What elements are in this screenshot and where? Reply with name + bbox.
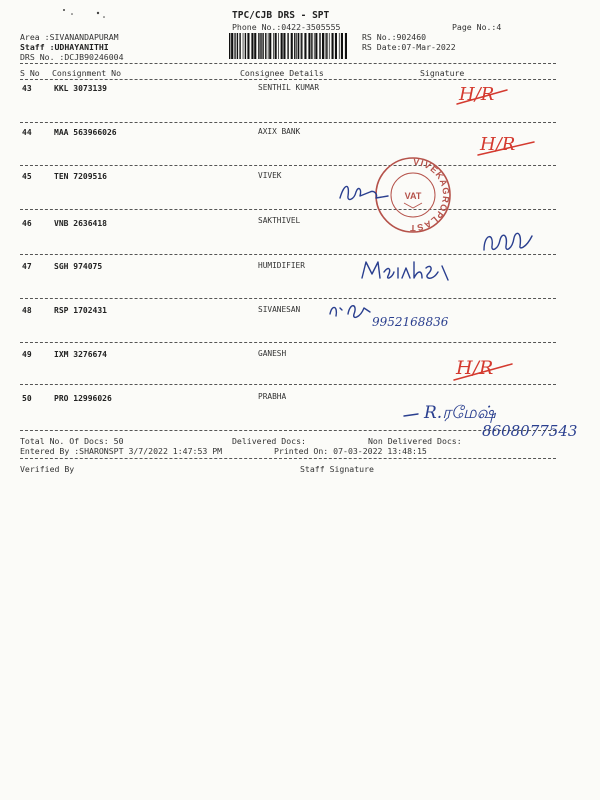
drs-number: DRS No. :DCJB90246004 [20,52,124,62]
verified-by: Verified By [20,464,75,474]
row-consignee: SIVANESAN [258,305,301,314]
row-consignment: IXM 3276674 [54,350,107,359]
svg-text:H/R: H/R [456,357,494,379]
scan-specks [60,4,120,24]
row-consignee: VIVEK [258,171,282,180]
stamp-text: VIVEKAGROPLAST [409,156,452,234]
svg-text:H/R: H/R [459,84,495,105]
row-sno: 43 [22,84,32,93]
row-consignee: GANESH [258,349,287,358]
entered-by: Entered By :SHARONSPT 3/7/2022 1:47:53 PM [20,446,223,456]
handwritten-signature [478,224,538,260]
row-consignment: MAA 563966026 [54,128,117,137]
rs-date: RS Date:07-Mar-2022 [362,42,456,52]
row-consignee: HUMIDIFIER [258,261,305,270]
row-divider [20,165,556,166]
column-signature: Signature [420,68,465,78]
row-consignee: SAKTHIVEL [258,216,301,225]
column-consignment: Consignment No [52,68,122,78]
handwritten-signature [336,176,396,208]
column-consignee: Consignee Details [240,68,324,78]
row-sno: 46 [22,219,32,228]
row-divider [20,122,556,123]
printed-on: Printed On: 07-03-2022 13:48:15 [274,446,427,456]
handwritten-hr-signature [455,80,515,108]
handwritten-hr-signature [452,352,522,384]
column-sno: S No [20,68,40,78]
row-consignee: SENTHIL KUMAR [258,83,320,92]
row-sno: 44 [22,128,32,137]
handwritten-signature [326,294,456,334]
area-field: Area :SIVANANDAPURAM [20,32,119,42]
row-sno: 50 [22,394,32,403]
handwritten-phone-number: 8608077543 [482,422,578,440]
delivered-docs: Delivered Docs: [232,436,306,446]
row-consignee: PRABHA [258,392,287,401]
row-consignment: TEN 7209516 [54,172,107,181]
row-sno: 47 [22,262,32,271]
rs-number: RS No.:902460 [362,32,427,42]
phone-number: Phone No.:0422-3505555 [232,22,341,32]
staff-signature: Staff Signature [300,464,374,474]
row-consignee: AXIX BANK [258,127,301,136]
row-consignment: KKL 3073139 [54,84,107,93]
handwritten-name: R.ரமேஷ் [424,403,496,423]
row-divider [20,342,556,343]
row-divider [20,384,556,385]
report-title: TPC/CJB DRS - SPT [232,10,330,21]
row-consignment: RSP 1702431 [54,306,107,315]
row-consignment: PRO 12996026 [54,394,112,403]
row-consignment: VNB 2636418 [54,219,107,228]
divider [20,458,556,459]
row-sno: 45 [22,172,32,181]
non-delivered-docs: Non Delivered Docs: [368,436,462,446]
page-number: Page No.:4 [452,22,502,32]
handwritten-phone-number: 9952168836 [372,315,449,329]
row-divider [20,209,556,210]
row-divider [20,254,556,255]
handwritten-signature [358,256,468,286]
row-sno: 48 [22,306,32,315]
stamp-inner-text: VAT [404,191,422,201]
staff-field: Staff :UDHAYANITHI [20,42,109,52]
row-divider [20,298,556,299]
svg-text:H/R: H/R [480,134,516,155]
row-sno: 49 [22,350,32,359]
divider [20,63,556,64]
handwritten-hr-signature [476,130,546,160]
total-docs: Total No. Of Docs: 50 [20,436,124,446]
barcode [229,33,348,59]
handwritten-signature [402,394,592,442]
row-consignment: SGH 974075 [54,262,103,271]
